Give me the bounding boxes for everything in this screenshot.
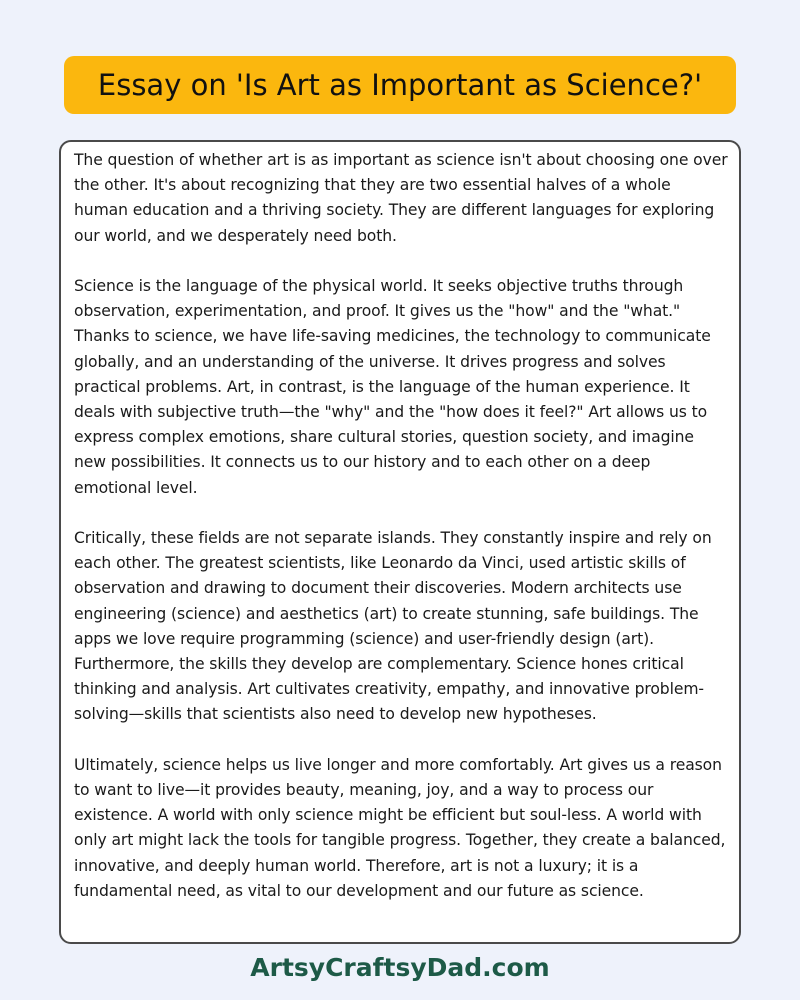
essay-paragraph-4: Ultimately, science helps us live longer and more comfortably. Art gives us a reason to want to live—it provides beauty, meaning, joy, and a way to process our existence. A world with only science might be efficient but soul-less. A world with only art might lack the tools for tangible progress. Together, they create a balanced, innovative, and deeply human world. Therefore, art is not a luxury; it is a fundamental need, as vital to our development and our future as science.: [74, 755, 726, 900]
title-banner: [64, 56, 736, 114]
essay-paragraph-3: Critically, these fields are not separate islands. They constantly inspire and rely on each other. The greatest scientists, like Leonardo da Vinci, used artistic skills of observation and drawing to document their discoveries. Modern architects use engineering (science) and aesthetics (art) to create stunning, safe buildings. The apps we love require programming (science) and user-friendly design (art). Furthermore, the skills they develop are complementary. Science hones critical thinking and analysis. Art cultivates creativity, empathy, and innovative problem-solving—skills that scientists also need to develop new hypotheses.: [74, 529, 712, 724]
footer-site-name: ArtsyCraftsyDad.com: [250, 953, 550, 982]
essay-paragraph-1: The question of whether art is as important as science isn't about choosing one over the other. It's about recognizing that they are two essential halves of a whole human education and a thriving society. They are different languages for exploring our world, and we desperately need both.: [74, 151, 728, 245]
essay-paragraph-2: Science is the language of the physical world. It seeks objective truths through observation, experimentation, and proof. It gives us the "how" and the "what." Thanks to science, we have life-saving medicines, the technology to communicate globally, and an understanding of the universe. It drives progress and solves practical problems. Art, in contrast, is the language of the human experience. It deals with subjective truth—the "why" and the "how does it feel?" Art allows us to express complex emotions, share cultural stories, question society, and imagine new possibilities. It connects us to our history and to each other on a deep emotional level.: [74, 277, 711, 497]
page-title: Essay on 'Is Art as Important as Science?': [97, 68, 703, 102]
essay-box: [59, 140, 741, 944]
